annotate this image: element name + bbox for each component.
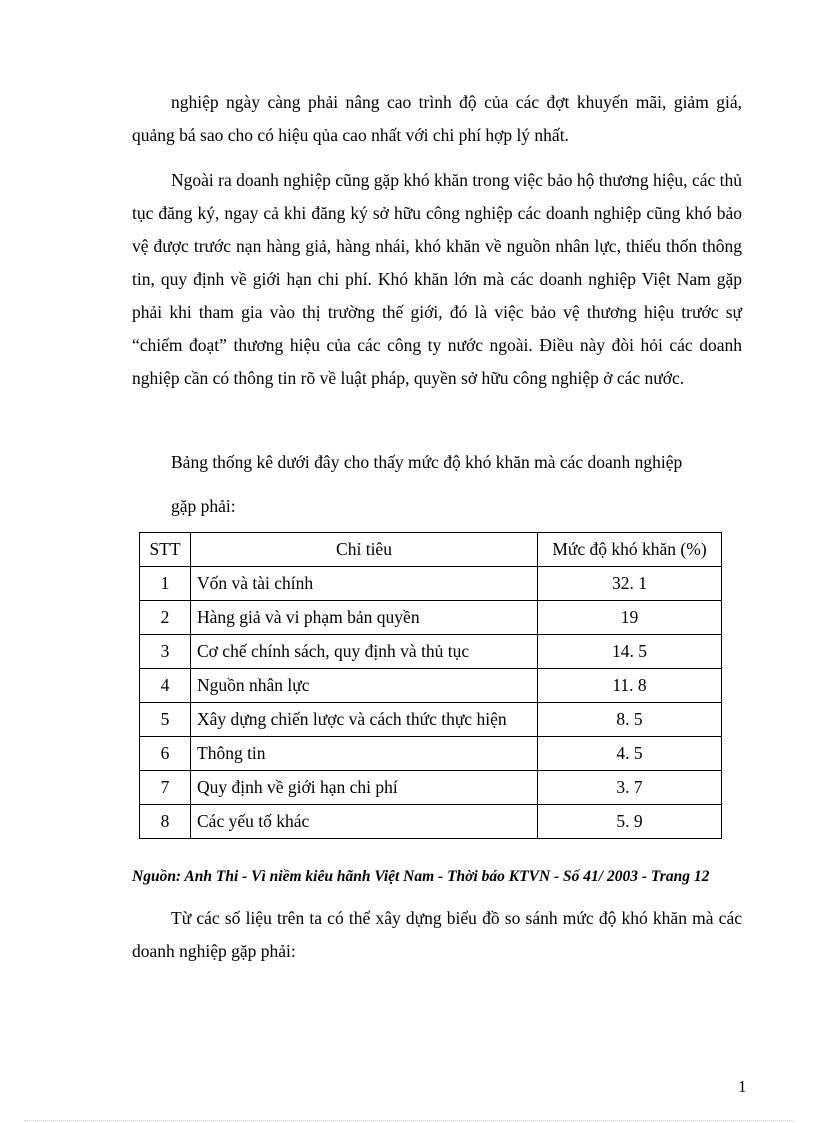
page-number: 1 — [738, 1077, 747, 1096]
header-difficulty-level: Mức độ khó khăn (%) — [538, 533, 722, 567]
row-stt: 8 — [140, 805, 191, 839]
header-stt: STT — [140, 533, 191, 567]
table-row — [140, 567, 722, 601]
row-value: 8. 5 — [538, 703, 722, 737]
row-criteria: Hàng giả và vi phạm bản quyền — [191, 601, 538, 635]
row-value: 14. 5 — [538, 635, 722, 669]
paragraph-difficulties: Ngoài ra doanh nghiệp cũng gặp khó khăn trong việc bảo hộ thương hiệu, các thủ tục đăng ký, ngay cả khi đăng ký sở hữu công nghiệp các doanh nghiệp cũng khó bảo vệ được trước nạn hàng giả, hàng nhái, khó khăn về nguồn nhân lực, thiếu thốn thông tin, quy định về giới hạn chi phí. Khó khăn lớn mà các doanh nghiệp Việt Nam gặp phải khi tham gia vào thị trường thế giới, đó là việc bảo vệ thương hiệu trước sự “chiếm đoạt” thương hiệu của các công ty nước ngoài. Điều này đòi hỏi các doanh nghiệp cần có thông tin rõ về luật pháp, quyền sở hữu công nghiệp ở các nước. — [132, 170, 742, 388]
row-stt: 4 — [140, 669, 191, 703]
row-value: 19 — [538, 601, 722, 635]
row-value: 11. 8 — [538, 669, 722, 703]
header-criteria: Chỉ tiêu — [191, 533, 538, 567]
table-row — [140, 771, 722, 805]
row-value: 5. 9 — [538, 805, 722, 839]
row-stt: 5 — [140, 703, 191, 737]
table-source-citation: Nguồn: Anh Thi - Vì niềm kiêu hãnh Việt Nam - Thời báo KTVN - Số 41/ 2003 - Trang 12 — [132, 868, 710, 885]
table-row — [140, 737, 722, 771]
row-criteria: Thông tin — [191, 737, 538, 771]
row-criteria: Xây dựng chiến lược và cách thức thực hiện — [191, 703, 538, 737]
row-stt: 7 — [140, 771, 191, 805]
paragraph-table-intro: Bảng thống kê dưới đây cho thấy mức độ khó khăn mà các doanh nghiệp — [171, 452, 683, 472]
table-row — [140, 635, 722, 669]
paragraph-table-intro-cont: gặp phải: — [171, 496, 236, 516]
row-criteria: Các yếu tố khác — [191, 805, 538, 839]
row-value: 3. 7 — [538, 771, 722, 805]
table-header-row — [140, 533, 722, 567]
row-criteria: Vốn và tài chính — [191, 567, 538, 601]
table-row — [140, 601, 722, 635]
row-stt: 2 — [140, 601, 191, 635]
row-value: 4. 5 — [538, 737, 722, 771]
row-criteria: Quy định về giới hạn chi phí — [191, 771, 538, 805]
row-criteria: Cơ chế chính sách, quy định và thủ tục — [191, 635, 538, 669]
row-stt: 1 — [140, 567, 191, 601]
paragraph-chart-intro: Từ các số liệu trên ta có thể xây dựng biểu đồ so sánh mức độ khó khăn mà các doanh nghiệp gặp phải: — [132, 908, 742, 961]
table-row — [140, 805, 722, 839]
footer-divider — [24, 1120, 794, 1121]
table-row — [140, 703, 722, 737]
paragraph-promotion: nghiệp ngày càng phải nâng cao trình độ của các đợt khuyến mãi, giảm giá, quảng bá sao cho có hiệu qủa cao nhất với chi phí hợp lý nhất. — [132, 92, 742, 145]
row-stt: 6 — [140, 737, 191, 771]
difficulty-table — [139, 532, 722, 839]
row-stt: 3 — [140, 635, 191, 669]
table-row — [140, 669, 722, 703]
row-criteria: Nguồn nhân lực — [191, 669, 538, 703]
row-value: 32. 1 — [538, 567, 722, 601]
